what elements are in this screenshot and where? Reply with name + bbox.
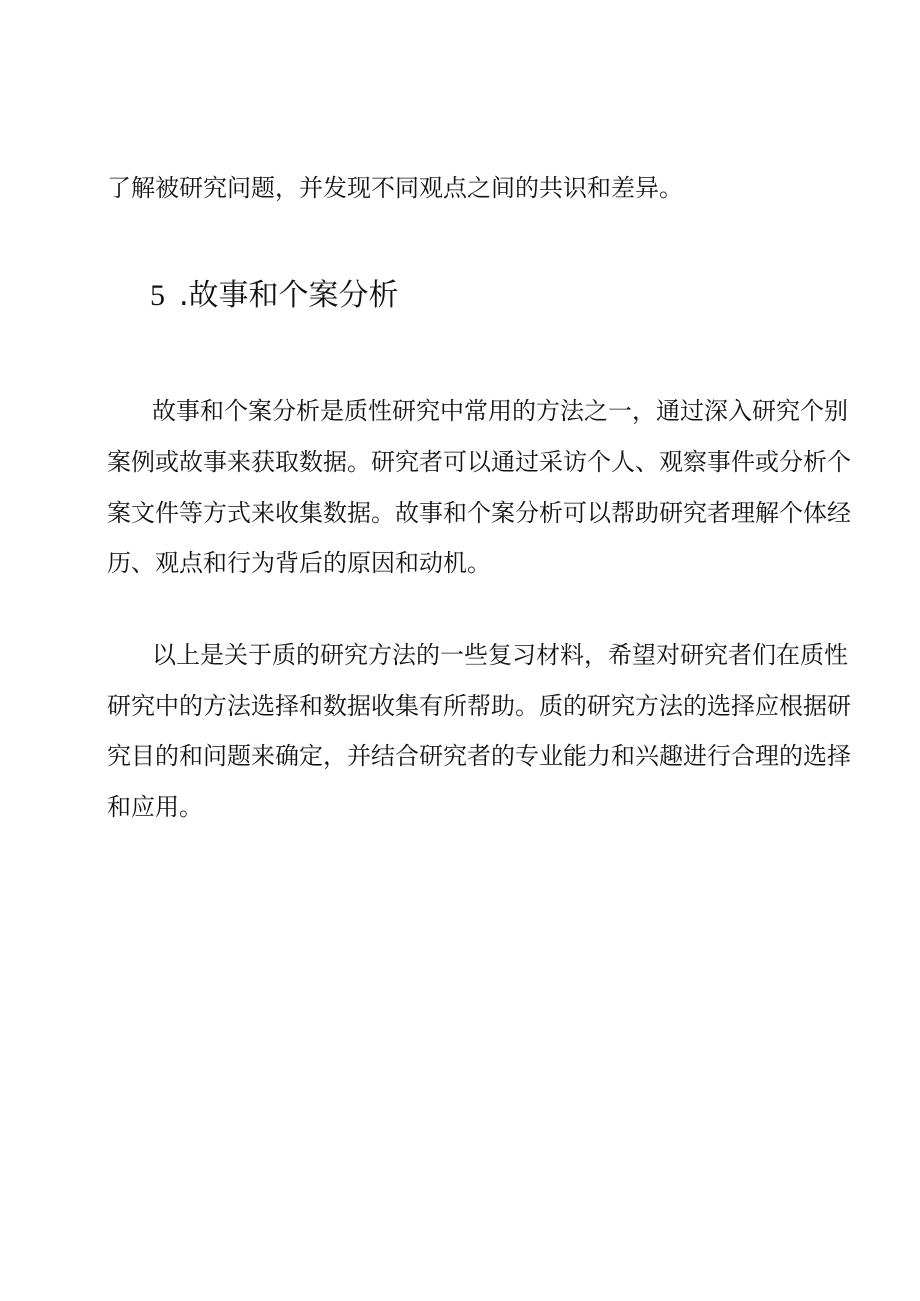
section-heading xyxy=(150,276,399,316)
paragraph-line: 究目的和问题来确定，并结合研究者的专业能力和兴趣进行合理的选择 xyxy=(107,742,851,770)
paragraph-line: 以上是关于质的研究方法的一些复习材料，希望对研究者们在质性 xyxy=(152,641,848,669)
paragraph-line: 案例或故事来获取数据。研究者可以通过采访个人、观察事件或分析个 xyxy=(107,448,851,476)
paragraph-line: 和应用。 xyxy=(107,793,203,821)
paragraph-line: 历、观点和行为背后的原因和动机。 xyxy=(107,549,491,577)
section-number: 5 xyxy=(150,279,165,312)
paragraph-line: 研究中的方法选择和数据收集有所帮助。质的研究方法的选择应根据研 xyxy=(107,692,851,720)
paragraph-line: 案文件等方式来收集数据。故事和个案分析可以帮助研究者理解个体经 xyxy=(107,499,851,527)
paragraph-line: 故事和个案分析是质性研究中常用的方法之一，通过深入研究个别 xyxy=(152,397,848,425)
section-title: .故事和个案分析 xyxy=(179,278,399,313)
continuation-paragraph: 了解被研究问题，并发现不同观点之间的共识和差异。 xyxy=(107,174,683,202)
